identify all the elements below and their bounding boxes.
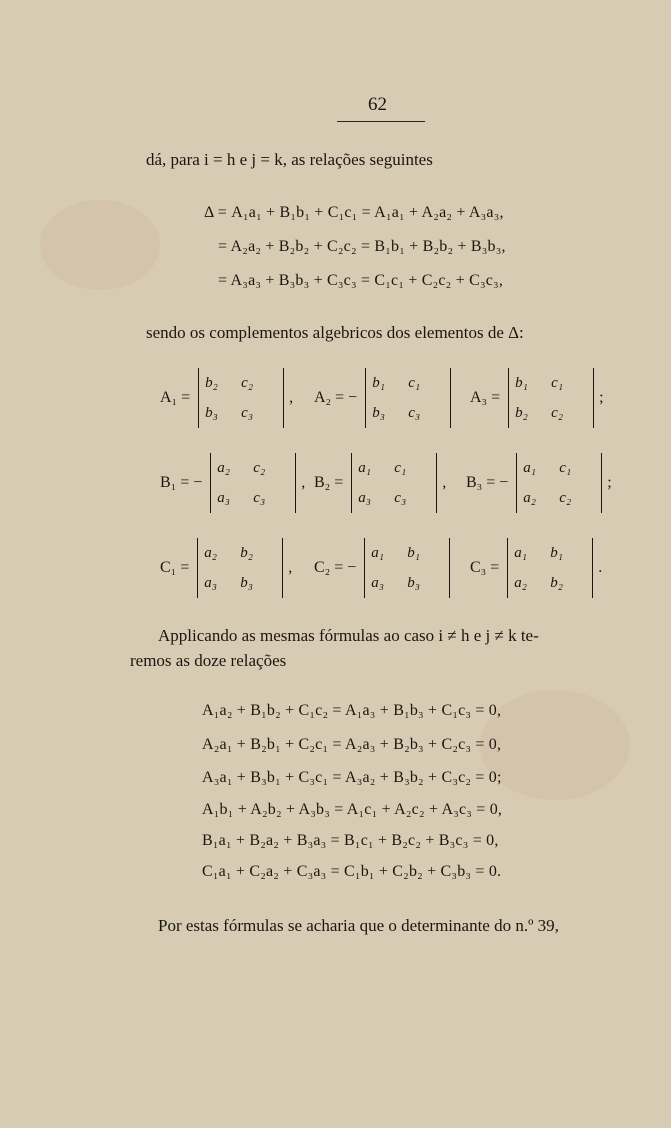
determinant (508, 368, 594, 428)
paper-stain (40, 200, 160, 290)
matrix-B1 (160, 453, 305, 513)
det-entry: b₃ (205, 404, 218, 421)
det-entry: c₃ (394, 489, 407, 506)
matrix-C3 (470, 538, 602, 598)
zero-equation-3: A₃a₁ + B₃b₁ + C₃c₁ = A₃a₂ + B₃b₂ + C₃c₂ = 0; (202, 769, 502, 786)
zero-equation-6: C₁a₁ + C₂a₂ + C₃a₃ = C₁b₁ + C₂b₂ + C₃b₃ = 0. (202, 863, 502, 880)
matrix-punct: , (301, 474, 306, 491)
applying-line-2: remos as doze relações (130, 651, 287, 670)
header-rule (337, 121, 425, 122)
det-entry: c₁ (551, 374, 564, 391)
delta-equation-1: Δ = A₁a₁ + B₁b₁ + C₁c₁ = A₁a₁ + A₂a₂ + A₃a₃, (204, 204, 504, 221)
matrix-punct: ; (607, 474, 612, 491)
matrix-C1 (160, 538, 292, 598)
matrix-lhs: B₃ = − (466, 474, 509, 491)
det-entry: a₂ (204, 544, 217, 561)
matrix-punct: , (288, 559, 293, 576)
determinant (197, 538, 283, 598)
determinant (516, 453, 602, 513)
det-entry: a₂ (523, 489, 537, 506)
delta-equation-2: = A₂a₂ + B₂b₂ + C₂c₂ = B₁b₁ + B₂b₂ + B₃b₃, (218, 238, 506, 255)
determinant (198, 368, 284, 428)
det-entry: c₂ (559, 489, 572, 506)
det-entry: a₁ (371, 544, 385, 561)
det-entry: c₃ (408, 404, 421, 421)
matrix-lhs: A₃ = (470, 389, 501, 406)
det-entry: b₁ (515, 374, 528, 391)
delta-equation-3: = A₃a₃ + B₃b₃ + C₃c₃ = C₁c₁ + C₂c₂ + C₃c₃, (218, 272, 504, 289)
matrix-B2 (314, 453, 446, 513)
det-entry: b₁ (407, 544, 421, 561)
det-entry: a₁ (358, 459, 371, 476)
matrix-punct: . (598, 559, 603, 576)
matrix-lhs: C₁ = (160, 559, 190, 576)
matrix-A2 (314, 368, 456, 428)
matrix-punct: , (442, 474, 447, 491)
det-entry: b₃ (372, 404, 385, 421)
det-entry: c₂ (551, 404, 564, 421)
det-entry: c₁ (559, 459, 572, 476)
applying-line-1: Applicando as mesmas fórmulas ao caso i ≠ h e j ≠ k te- (158, 626, 539, 645)
det-entry: b₃ (407, 574, 421, 591)
final-line: Por estas fórmulas se acharia que o determinante do n.º 39, (158, 916, 559, 935)
matrix-punct: ; (599, 389, 604, 406)
determinant (351, 453, 437, 513)
paper-stain (480, 690, 630, 800)
det-entry: a₂ (514, 574, 527, 591)
matrix-lhs: C₂ = − (314, 559, 357, 576)
det-entry: c₁ (394, 459, 407, 476)
zero-equation-4: A₁b₁ + A₂b₂ + A₃b₃ = A₁c₁ + A₂c₂ + A₃c₃ = 0, (202, 801, 503, 818)
determinant (364, 538, 450, 598)
matrix-lhs: A₂ = − (314, 389, 358, 406)
det-entry: b₂ (515, 404, 528, 421)
determinant (365, 368, 451, 428)
page-number: 62 (368, 94, 387, 115)
matrix-B3 (466, 453, 612, 513)
complements-line: sendo os complementos algebricos dos elementos de Δ: (146, 323, 524, 342)
det-entry: a₁ (523, 459, 537, 476)
det-entry: b₂ (205, 374, 218, 391)
det-entry: b₃ (240, 574, 253, 591)
det-entry: a₁ (514, 544, 527, 561)
det-entry: c₃ (241, 404, 254, 421)
matrix-lhs: A₁ = (160, 389, 191, 406)
det-entry: b₂ (550, 574, 563, 591)
det-entry: a₃ (204, 574, 217, 591)
det-entry: c₁ (408, 374, 421, 391)
det-entry: c₂ (253, 459, 266, 476)
matrix-A3 (470, 368, 604, 428)
intro-line: dá, para i = h e j = k, as relações seguintes (146, 150, 433, 169)
matrix-lhs: B₂ = (314, 474, 344, 491)
det-entry: a₃ (217, 489, 231, 506)
zero-equation-1: A₁a₂ + B₁b₂ + C₁c₂ = A₁a₃ + B₁b₃ + C₁c₃ = 0, (202, 702, 502, 719)
zero-equation-2: A₂a₁ + B₂b₁ + C₂c₁ = A₂a₃ + B₂b₃ + C₂c₃ = 0, (202, 736, 502, 753)
det-entry: a₂ (217, 459, 231, 476)
det-entry: c₃ (253, 489, 266, 506)
det-entry: a₃ (371, 574, 385, 591)
det-entry: b₁ (372, 374, 385, 391)
matrix-punct: , (289, 389, 294, 406)
det-entry: b₂ (240, 544, 253, 561)
determinant (507, 538, 593, 598)
matrix-lhs: B₁ = − (160, 474, 203, 491)
det-entry: c₂ (241, 374, 254, 391)
matrix-lhs: C₃ = (470, 559, 500, 576)
zero-equation-5: B₁a₁ + B₂a₂ + B₃a₃ = B₁c₁ + B₂c₂ + B₃c₃ = 0, (202, 832, 499, 849)
det-entry: b₁ (550, 544, 563, 561)
determinant (210, 453, 296, 513)
matrix-C2 (314, 538, 455, 598)
matrix-A1 (160, 368, 293, 428)
det-entry: a₃ (358, 489, 371, 506)
